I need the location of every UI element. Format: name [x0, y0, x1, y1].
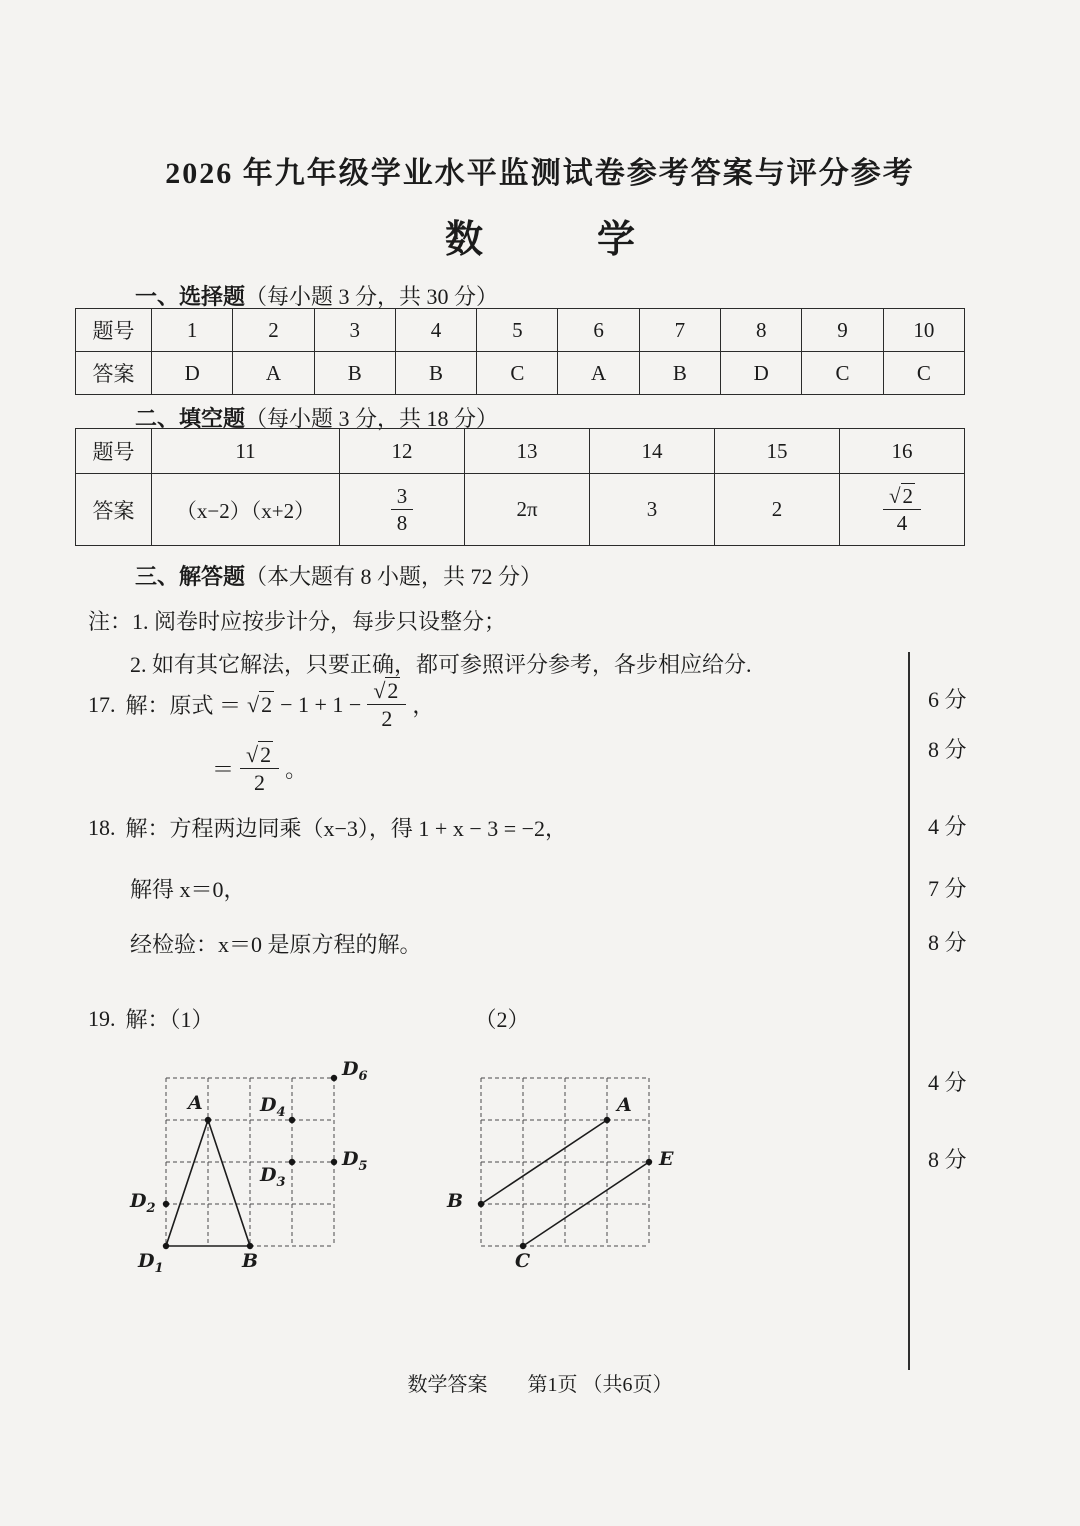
- radicand: 2: [260, 742, 272, 767]
- point-label-d3: $D_3$: [260, 1164, 286, 1190]
- q-number-cell: 3: [314, 309, 395, 352]
- fraction-sqrt2-2: [240, 742, 279, 796]
- row-header-number: 题号: [76, 309, 152, 352]
- radical-sign: √: [373, 678, 386, 703]
- q-number-cell: 11: [152, 429, 340, 474]
- q-number-cell: 14: [590, 429, 715, 474]
- section-choice-note: （每小题 3 分，共 30 分）: [245, 284, 499, 309]
- q19-number: 19.: [88, 1005, 116, 1031]
- radical-sign: √: [247, 691, 260, 717]
- score-mark: 4 分: [928, 814, 967, 839]
- q-number-cell: 8: [721, 309, 802, 352]
- radical-sign: √: [246, 742, 259, 767]
- q-number-cell: 16: [840, 429, 965, 474]
- equals-sign: ＝: [212, 757, 235, 783]
- fraction-numerator: [240, 742, 279, 769]
- answer-cell: [340, 474, 465, 546]
- page-title: 2026 年九年级学业水平监测试卷参考答案与评分参考: [165, 157, 915, 190]
- q18-line1: 解：方程两边同乘（x−3），得 1 + x − 3 = −2，: [125, 816, 568, 841]
- q18-line2: 解得 x＝0，: [130, 877, 246, 902]
- score-mark: 6 分: [928, 687, 967, 712]
- point-label-a: A: [188, 1092, 203, 1114]
- score-mark: 8 分: [928, 737, 967, 762]
- point-label-e: E: [659, 1148, 674, 1170]
- point-label-c: C: [515, 1250, 531, 1272]
- subject-title: 数 学: [444, 219, 635, 261]
- q17-comma: ，: [412, 693, 435, 719]
- score-mark: 8 分: [928, 1147, 967, 1172]
- fraction-numerator: [883, 484, 921, 510]
- fraction-numerator: [367, 678, 406, 705]
- sqrt-2-term: [247, 692, 274, 718]
- row-header-answer: 答案: [76, 474, 152, 546]
- q-number-cell: 7: [639, 309, 720, 352]
- fraction-sqrt2-2: [367, 678, 406, 732]
- score-mark: 8 分: [928, 930, 967, 955]
- fraction-denominator: 2: [381, 706, 393, 732]
- fraction-denominator: 8: [396, 511, 408, 535]
- q-number-cell: 6: [558, 309, 639, 352]
- radical-sign: √: [888, 483, 901, 508]
- fraction-sqrt2-4: [883, 484, 921, 535]
- grading-note-2: 2. 如有其它解法，只要正确，都可参照评分参考，各步相应给分.: [130, 652, 752, 677]
- q18-line1-wrap: [88, 812, 567, 843]
- q-number-cell: 9: [802, 309, 883, 352]
- q18-number: 18.: [88, 814, 116, 840]
- q-number-cell: 2: [233, 309, 314, 352]
- fraction-denominator: 4: [896, 511, 908, 535]
- answer-cell: C: [477, 352, 558, 395]
- table-row: [76, 474, 965, 546]
- answer-cell: A: [233, 352, 314, 395]
- fraction-denominator: 2: [254, 770, 266, 796]
- score-rail-line: [908, 652, 910, 1370]
- q19-diagram-1: [130, 1052, 390, 1287]
- q-number-cell: 1: [152, 309, 233, 352]
- point-label-d2: $D_2$: [130, 1190, 156, 1216]
- answer-cell: B: [395, 352, 476, 395]
- q-number-cell: 13: [465, 429, 590, 474]
- radicand: 2: [261, 691, 273, 717]
- q19-diagram-2: [445, 1052, 705, 1287]
- table-row: [76, 309, 965, 352]
- answer-cell: C: [802, 352, 883, 395]
- q17-middle-terms: − 1 + 1 −: [280, 691, 362, 717]
- point-label-b: B: [242, 1250, 259, 1272]
- answer-cell: C: [883, 352, 964, 395]
- fraction-3-8: [391, 484, 414, 535]
- q17-lead: 解：原式 ＝: [125, 693, 242, 719]
- score-mark: 4 分: [928, 1070, 967, 1095]
- point-label-d6: $D_6$: [342, 1058, 368, 1084]
- point-label-b: B: [447, 1190, 464, 1212]
- section-fill-note: （每小题 3 分，共 18 分）: [245, 406, 499, 431]
- table-row: [76, 429, 965, 474]
- choice-answer-table: [75, 308, 965, 395]
- section-choice-title: 一、选择题: [135, 284, 246, 309]
- q-number-cell: 4: [395, 309, 476, 352]
- q17-number: 17.: [88, 691, 116, 717]
- answer-cell: A: [558, 352, 639, 395]
- answer-cell: D: [721, 352, 802, 395]
- section-fill-title: 二、填空题: [135, 406, 246, 431]
- answer-cell: B: [639, 352, 720, 395]
- q17-period: 。: [285, 757, 308, 783]
- section-solve-heading: [135, 560, 542, 591]
- q19-part2-label: （2）: [474, 1007, 530, 1032]
- q-number-cell: 5: [477, 309, 558, 352]
- page-footer: 数学答案 第1页 （共6页）: [407, 1374, 673, 1396]
- point-label-d1: $D_1$: [138, 1250, 164, 1276]
- q18-line3: 经检验：x＝0 是原方程的解。: [130, 932, 422, 957]
- radicand: 2: [902, 483, 914, 508]
- q-number-cell: 10: [883, 309, 964, 352]
- fraction-numerator: 3: [391, 484, 414, 510]
- section-solve-note: （本大题有 8 小题，共 72 分）: [245, 564, 543, 589]
- row-header-answer: 答案: [76, 352, 152, 395]
- q19-part1-label: 解：（1）: [125, 1007, 214, 1032]
- section-choice-heading: [135, 280, 498, 311]
- row-header-number: 题号: [76, 429, 152, 474]
- answer-cell: 3: [590, 474, 715, 546]
- fill-answer-table: [75, 428, 965, 546]
- answer-cell: D: [152, 352, 233, 395]
- point-label-d5: $D_5$: [342, 1148, 368, 1174]
- point-label-a: A: [617, 1094, 632, 1116]
- answer-cell: （x−2）（x+2）: [152, 474, 340, 546]
- q-number-cell: 15: [715, 429, 840, 474]
- radicand: 2: [387, 678, 399, 703]
- q17-line1: [88, 678, 434, 732]
- score-mark: 7 分: [928, 876, 967, 901]
- grading-note-1: 注：1. 阅卷时应按步计分，每步只设整分；: [88, 609, 507, 634]
- answer-cell: 2π: [465, 474, 590, 546]
- point-label-d4: $D_4$: [260, 1094, 286, 1120]
- answer-cell: B: [314, 352, 395, 395]
- answer-cell: 2: [715, 474, 840, 546]
- q19-line: [88, 1003, 530, 1034]
- answer-cell: [840, 474, 965, 546]
- q-number-cell: 12: [340, 429, 465, 474]
- q17-line2: [212, 742, 307, 796]
- table-row: [76, 352, 965, 395]
- section-solve-title: 三、解答题: [135, 564, 246, 589]
